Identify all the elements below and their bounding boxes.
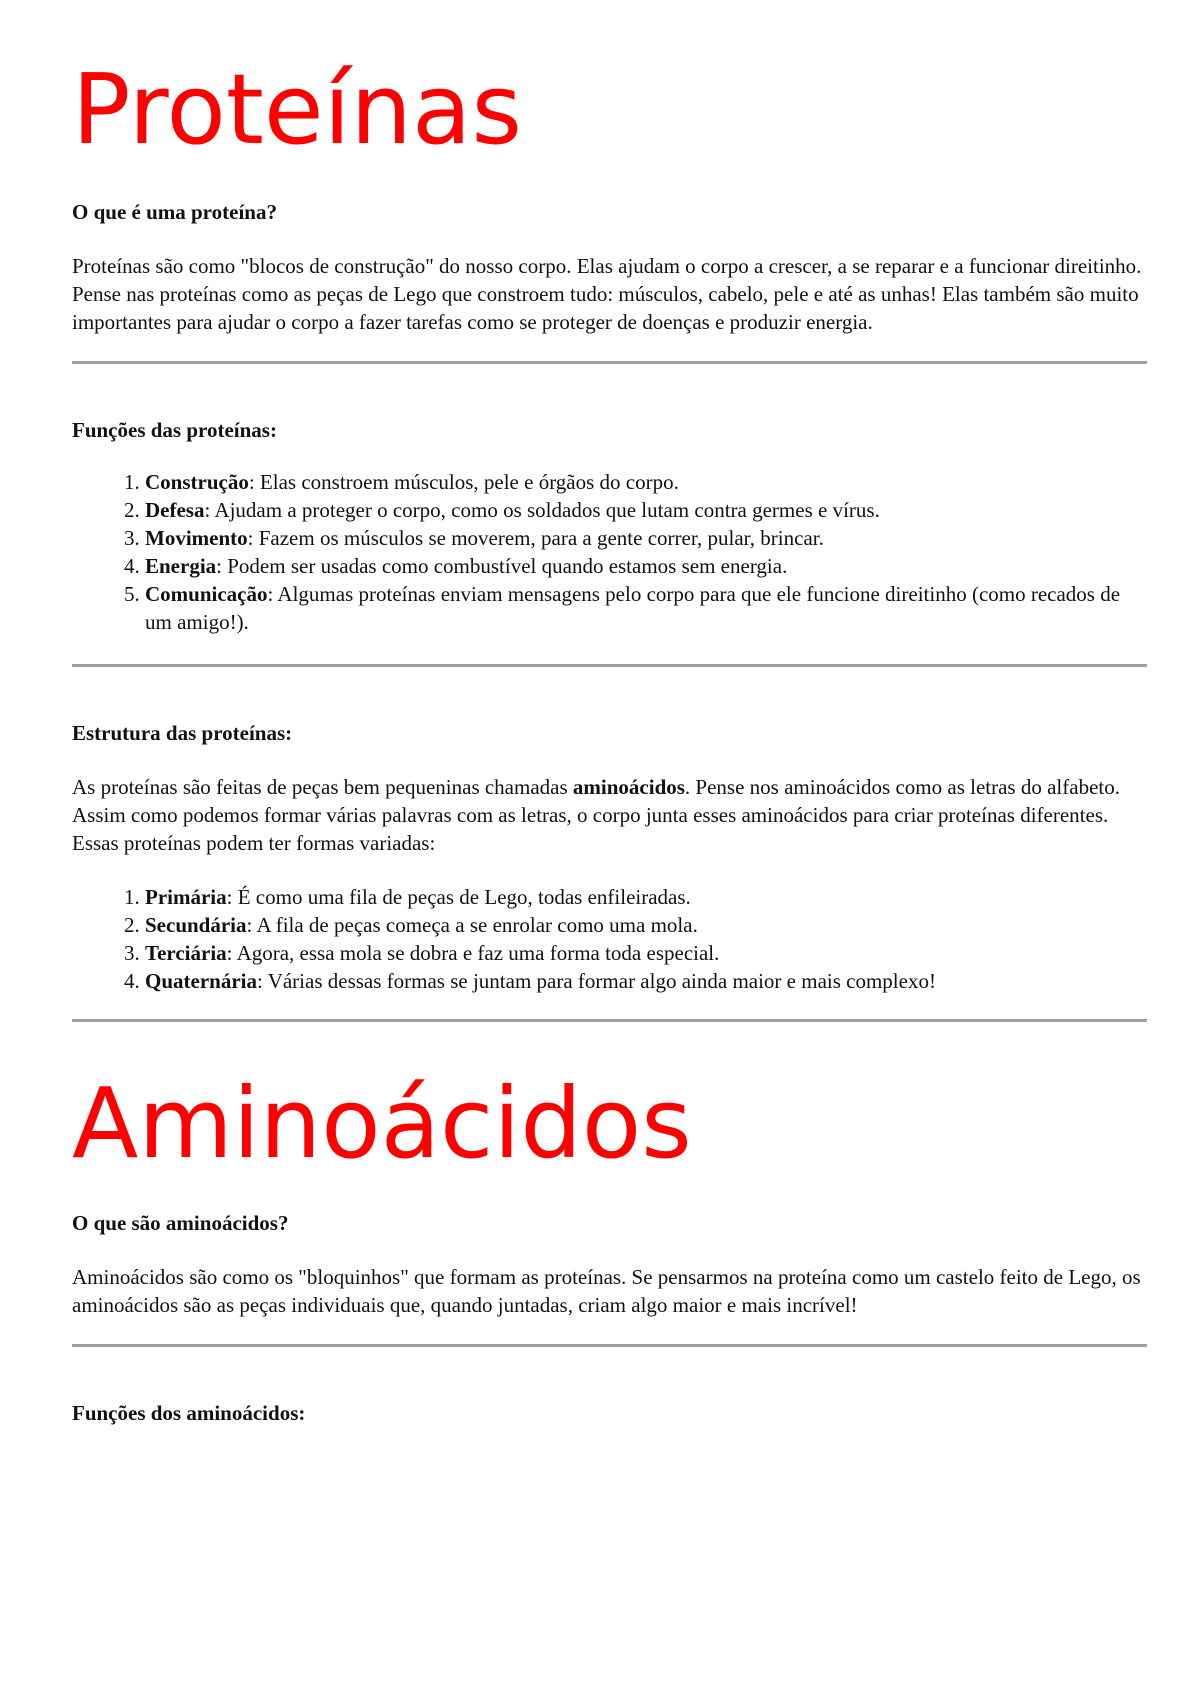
heading-aminoacid-functions: Funções dos aminoácidos: — [72, 1401, 306, 1425]
list-item-term: Movimento — [145, 526, 248, 550]
list-item-term: Secundária — [145, 913, 247, 937]
divider — [72, 1344, 1147, 1347]
list-item — [145, 496, 1147, 524]
structure-intro-after: . Pense nos aminoácidos como as letras do alfabeto. Assim como podemos formar várias palavras com as letras, o corpo junta esses aminoácidos para criar proteínas diferentes. Essas proteínas podem ter formas variadas: — [72, 775, 1120, 855]
heading-what-is-protein: O que é uma proteína? — [72, 200, 277, 224]
list-item — [145, 967, 1147, 995]
list-item-term: Energia — [145, 554, 217, 578]
paragraph-protein-intro: Proteínas são como "blocos de construção" do nosso corpo. Elas ajudam o corpo a crescer, a se reparar e a funcionar direitinho. Pense nas proteínas como as peças de Lego que constroem tudo: músculos, cabelo, pele e até as unhas! Elas também são muito importantes para ajudar o corpo a fazer tarefas como se proteger de doenças e produzir energia. — [72, 254, 1142, 334]
list-item — [145, 580, 1147, 636]
heading-what-are-aminoacids: O que são aminoácidos? — [72, 1211, 289, 1235]
list-protein-structures — [72, 883, 1147, 995]
paragraph-structure-intro — [72, 773, 1147, 857]
list-item-text: : É como uma fila de peças de Lego, todas enfileiradas. — [226, 885, 691, 909]
list-item-text: : Várias dessas formas se juntam para formar algo ainda maior e mais complexo! — [256, 969, 936, 993]
heading-protein-structure: Estrutura das proteínas: — [72, 721, 293, 745]
list-item-term: Terciária — [145, 941, 227, 965]
list-item — [145, 939, 1147, 967]
document-page — [72, 0, 1147, 1427]
list-item-term: Comunicação — [145, 582, 268, 606]
structure-intro-before: As proteínas são feitas de peças bem pequeninas chamadas — [72, 775, 573, 799]
list-item-text: : A fila de peças começa a se enrolar como uma mola. — [246, 913, 698, 937]
list-item-term: Primária — [145, 885, 227, 909]
list-protein-functions — [72, 468, 1147, 636]
list-item-text: : Podem ser usadas como combustível quando estamos sem energia. — [216, 554, 788, 578]
list-item-term: Construção — [145, 470, 249, 494]
structure-intro-bold: aminoácidos — [572, 775, 685, 799]
list-item-term: Quaternária — [145, 969, 257, 993]
list-item — [145, 911, 1147, 939]
list-item-text: : Agora, essa mola se dobra e faz uma forma toda especial. — [226, 941, 720, 965]
list-item-text: : Ajudam a proteger o corpo, como os soldados que lutam contra germes e vírus. — [204, 498, 880, 522]
divider — [72, 664, 1147, 667]
list-item — [145, 552, 1147, 580]
heading-protein-functions: Funções das proteínas: — [72, 418, 277, 442]
list-item-text: : Fazem os músculos se moverem, para a gente correr, pular, brincar. — [247, 526, 824, 550]
divider — [72, 1019, 1147, 1022]
paragraph-aminoacid-intro: Aminoácidos são como os "bloquinhos" que formam as proteínas. Se pensarmos na proteína como um castelo feito de Lego, os aminoácidos são as peças individuais que, quando juntadas, criam algo maior e mais incrível! — [72, 1265, 1141, 1317]
list-item — [145, 883, 1147, 911]
divider — [72, 361, 1147, 364]
list-item-text: : Elas constroem músculos, pele e órgãos do corpo. — [248, 470, 679, 494]
list-item — [145, 524, 1147, 552]
list-item-text: : Algumas proteínas enviam mensagens pelo corpo para que ele funcione direitinho (como recados de um amigo!). — [145, 582, 1121, 634]
list-item — [145, 468, 1147, 496]
title-aminoacidos: Aminoácidos — [72, 1067, 692, 1180]
list-item-term: Defesa — [145, 498, 205, 522]
title-proteinas: Proteínas — [72, 53, 522, 166]
